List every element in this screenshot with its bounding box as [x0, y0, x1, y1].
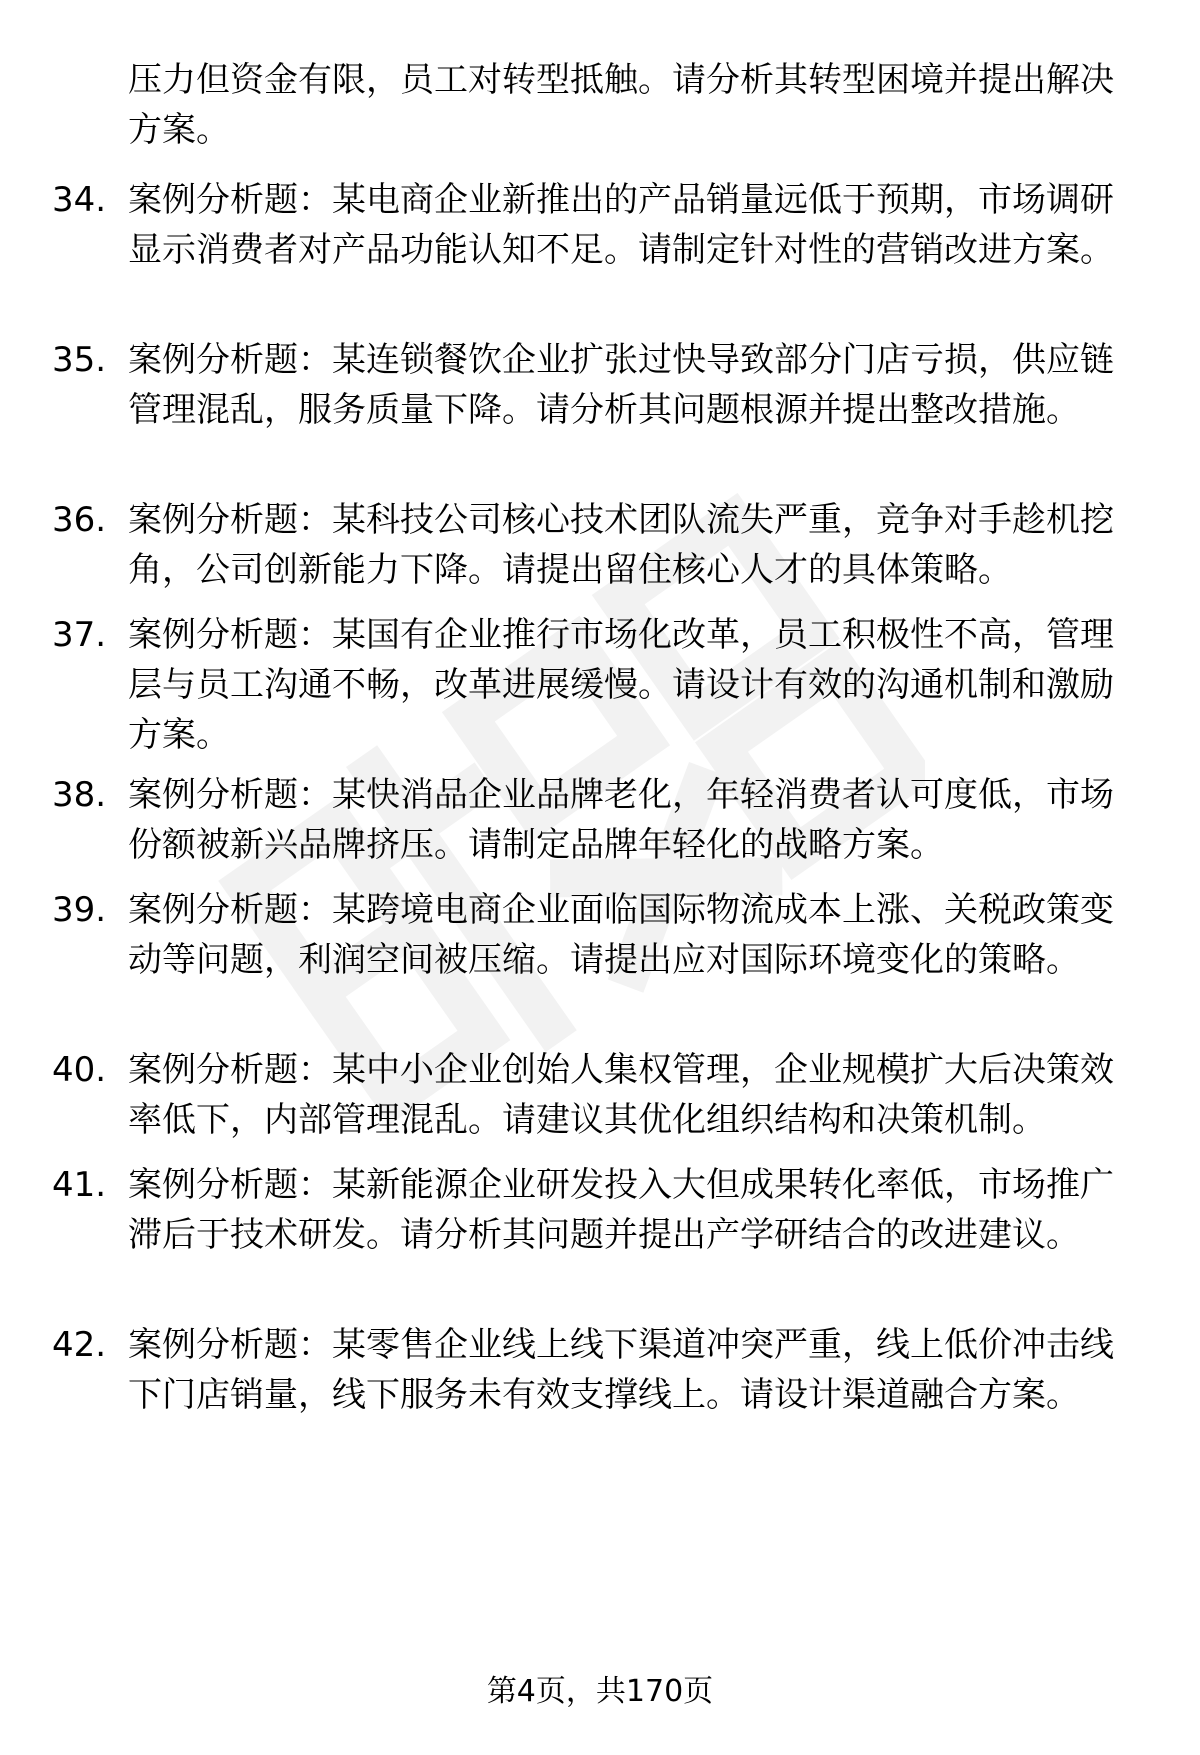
question-number: 39. [52, 890, 107, 930]
question-number: 41. [52, 1165, 107, 1205]
question-text: 案例分析题：某电商企业新推出的产品销量远低于预期，市场调研显示消费者对产品功能认知不足。请制定针对性的营销改进方案。 [128, 180, 1114, 270]
question-text: 案例分析题：某新能源企业研发投入大但成果转化率低，市场推广滞后于技术研发。请分析其问题并提出产学研结合的改进建议。 [128, 1165, 1114, 1255]
question-text: 案例分析题：某零售企业线上线下渠道冲突严重，线上低价冲击线下门店销量，线下服务未有效支撑线上。请设计渠道融合方案。 [128, 1325, 1114, 1415]
question-text: 案例分析题：某快消品企业品牌老化，年轻消费者认可度低，市场份额被新兴品牌挤压。请制定品牌年轻化的战略方案。 [128, 775, 1114, 865]
question-text: 案例分析题：某国有企业推行市场化改革，员工积极性不高，管理层与员工沟通不畅，改革进展缓慢。请设计有效的沟通机制和激励方案。 [128, 615, 1114, 755]
question-number: 37. [52, 615, 107, 655]
question-number: 34. [52, 180, 107, 220]
question-text: 案例分析题：某科技公司核心技术团队流失严重，竞争对手趁机挖角，公司创新能力下降。请提出留住核心人才的具体策略。 [128, 500, 1114, 590]
continuation-paragraph: 压力但资金有限，员工对转型抵触。请分析其转型困境并提出解决方案。 [128, 60, 1114, 150]
question-number: 38. [52, 775, 107, 815]
question-number: 40. [52, 1050, 107, 1090]
question-text: 案例分析题：某连锁餐饮企业扩张过快导致部分门店亏损，供应链管理混乱，服务质量下降。请分析其问题根源并提出整改措施。 [128, 340, 1114, 430]
question-number: 36. [52, 500, 107, 540]
question-text: 案例分析题：某跨境电商企业面临国际物流成本上涨、关税政策变动等问题，利润空间被压缩。请提出应对国际环境变化的策略。 [128, 890, 1114, 980]
page-footer: 第4页，共170页 [486, 1674, 714, 1709]
question-text: 案例分析题：某中小企业创始人集权管理，企业规模扩大后决策效率低下，内部管理混乱。请建议其优化组织结构和决策机制。 [128, 1050, 1114, 1140]
question-number: 42. [52, 1325, 107, 1365]
question-number: 35. [52, 340, 107, 380]
